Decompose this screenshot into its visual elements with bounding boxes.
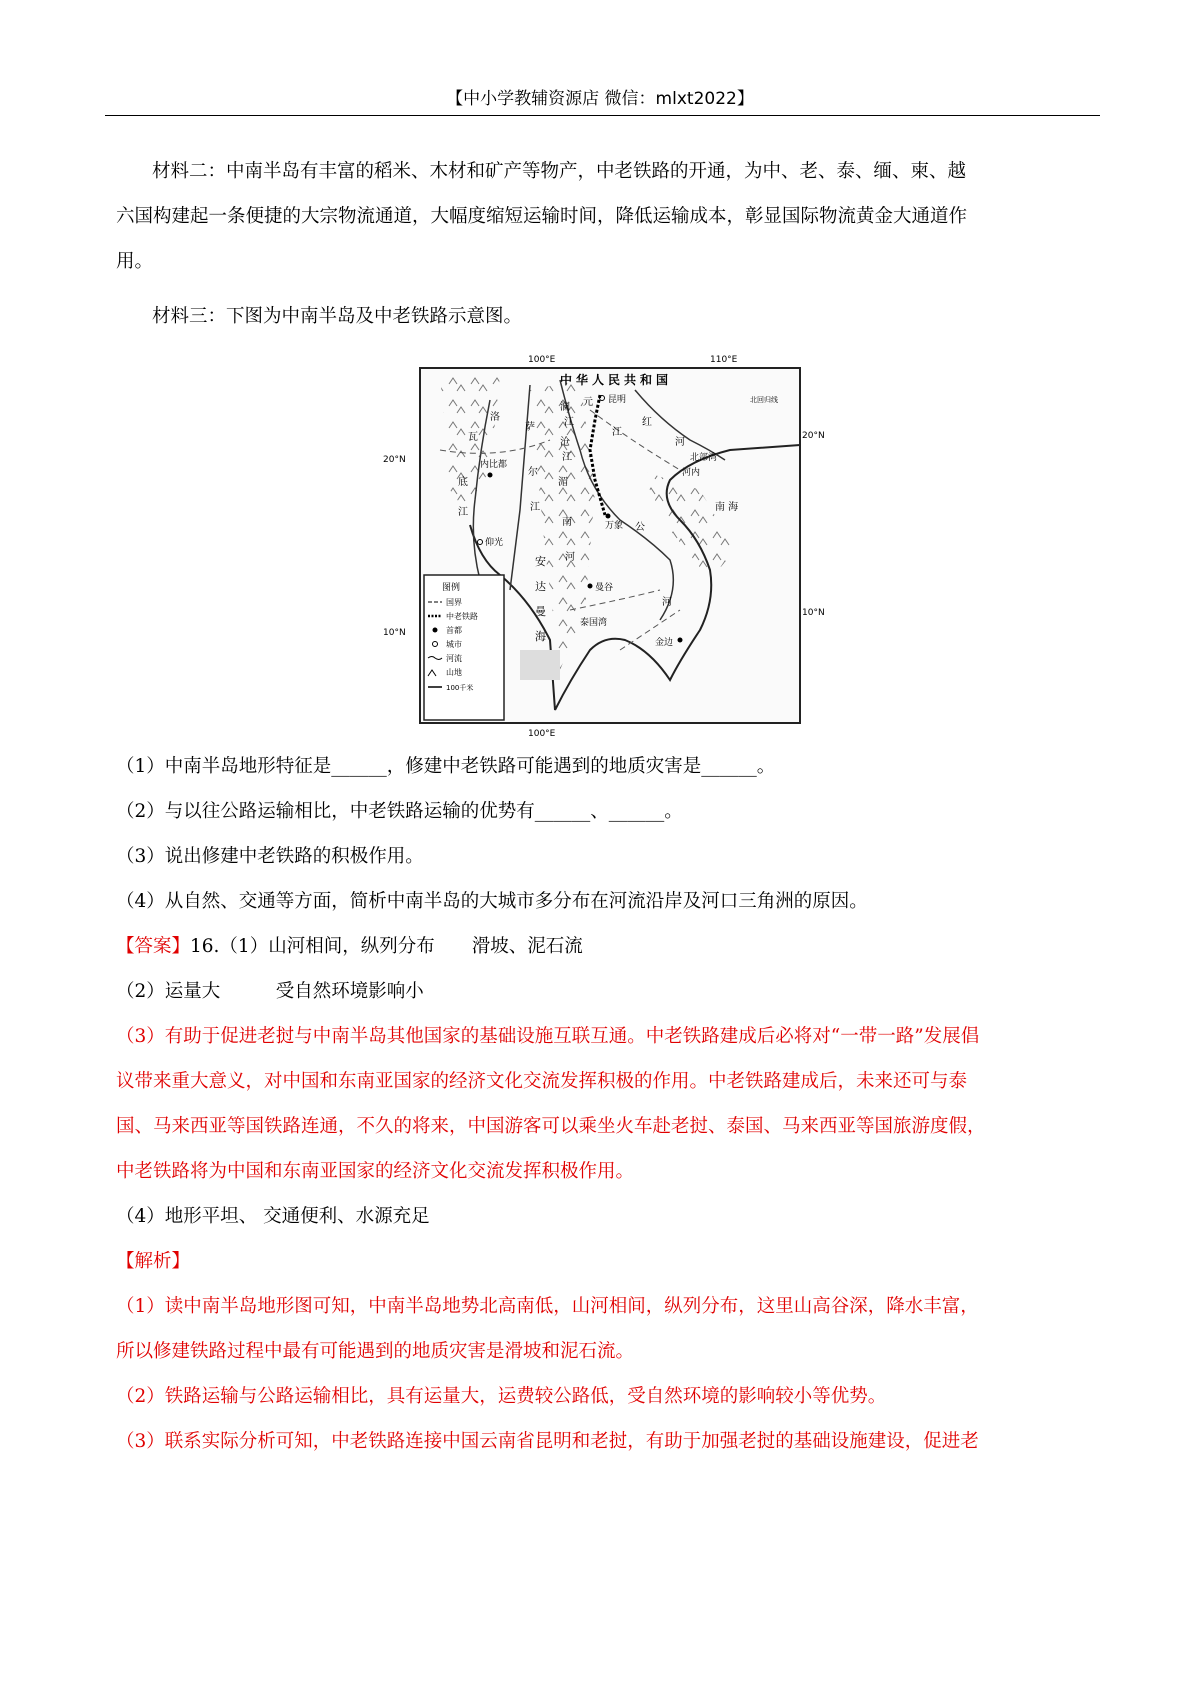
- label-he: 河: [675, 437, 685, 448]
- label-naypyidaw: 内比都: [480, 460, 508, 470]
- label-lan: 澜: [560, 402, 570, 413]
- label-man: 曼: [535, 605, 546, 618]
- page-header: 【中小学教辅资源店 微信：mlxt2022】: [446, 89, 754, 109]
- material3-caption: 材料三：下图为中南半岛及中老铁路示意图。: [152, 306, 523, 327]
- label-hanoi: 河内: [682, 468, 701, 478]
- legend-item-river: 河流: [446, 654, 462, 663]
- label-jiang-red: 江: [612, 427, 622, 438]
- label-yangon: 仰光: [485, 538, 504, 548]
- label-he3: 河: [662, 597, 672, 608]
- sea-shading: [520, 650, 560, 680]
- header-divider: [105, 115, 1100, 116]
- indochina-railway-map: [380, 350, 850, 740]
- label-thaigulf: 泰国湾: [580, 618, 608, 628]
- answer-1: 16.（1）山河相间，纵列分布 滑坡、泥石流: [190, 936, 583, 957]
- label-da: 达: [535, 580, 546, 593]
- label-tropic: 北回归线: [750, 396, 778, 404]
- label-an: 安: [535, 555, 546, 568]
- dot-naypyidaw: [488, 473, 493, 478]
- answer-3-line-2: 议带来重大意义，对中国和东南亚国家的经济文化交流发挥积极的作用。中老铁路建成后，未来还可与泰: [116, 1071, 968, 1092]
- label-gong: 公: [635, 522, 645, 533]
- label-china: 中华人民共和国: [560, 373, 673, 387]
- legend-title: 图例: [442, 583, 461, 593]
- legend-item-railway: 中老铁路: [446, 612, 478, 621]
- label-luo: 洛: [490, 412, 500, 423]
- analysis-tag: 【解析】: [116, 1251, 191, 1272]
- label-sa: 萨: [525, 422, 535, 433]
- analysis-line-4: （3）联系实际分析可知，中老铁路连接中国云南省昆明和老挝，有助于加强老挝的基础设施建设，促进老: [116, 1431, 979, 1452]
- lon-100-top: 100°E: [528, 355, 556, 365]
- analysis-line-2: 所以修建铁路过程中最有可能遇到的地质灾害是滑坡和泥石流。: [116, 1341, 635, 1362]
- label-phnompenh: 金边: [655, 638, 674, 648]
- legend-item-border: 国界: [446, 598, 462, 607]
- legend-capital-symbol: [433, 628, 438, 633]
- label-nan: 南: [562, 517, 572, 528]
- label-er: 尔: [528, 467, 538, 478]
- label-he2: 河: [565, 552, 575, 563]
- label-yuan: 元: [583, 397, 593, 408]
- lat-20-right: 20°N: [802, 431, 825, 441]
- dot-vientiane: [606, 514, 611, 519]
- label-vientiane: 万象: [605, 521, 624, 531]
- label-bangkok: 曼谷: [595, 583, 614, 593]
- lon-110-top: 110°E: [710, 355, 738, 365]
- label-nanhai: 南 海: [715, 502, 739, 513]
- analysis-line-1: （1）读中南半岛地形图可知，中南半岛地势北高南低，山河相间，纵列分布，这里山高谷深，降水丰富，: [116, 1296, 979, 1317]
- lon-100-bottom: 100°E: [528, 729, 556, 739]
- label-hong: 红: [642, 417, 652, 428]
- label-jiang-c: 江: [530, 502, 540, 513]
- legend-item-capital: 首都: [446, 626, 462, 635]
- lat-20-left: 20°N: [383, 455, 406, 465]
- question-4: （4）从自然、交通等方面，简析中南半岛的大城市多分布在河流沿岸及河口三角洲的原因。: [116, 891, 868, 912]
- label-mei: 湄: [558, 477, 568, 488]
- label-jiang-b: 江: [562, 452, 572, 463]
- dot-phnompenh: [678, 638, 683, 643]
- answer-2: （2）运量大 受自然环境影响小: [116, 981, 424, 1002]
- answer-4: （4）地形平坦、 交通便利、水源充足: [116, 1206, 430, 1227]
- question-3: （3）说出修建中老铁路的积极作用。: [116, 846, 424, 867]
- dot-bangkok: [588, 584, 593, 589]
- label-jiang-d: 江: [458, 507, 468, 518]
- answer-3-line-3: 国、马来西亚等国铁路连通，不久的将来，中国游客可以乘坐火车赴老挝、泰国、马来西亚等国旅游度假，: [116, 1116, 986, 1137]
- label-kunming: 昆明: [608, 395, 627, 405]
- lat-10-left: 10°N: [383, 628, 406, 638]
- label-wa: 瓦: [468, 432, 478, 443]
- material2-line3: 用。: [116, 251, 154, 272]
- answer-3-line-4: 中老铁路将为中国和东南亚国家的经济文化交流发挥积极作用。: [116, 1161, 635, 1182]
- label-hai: 海: [535, 630, 546, 643]
- answer-3-line-1: （3）有助于促进老挝与中南半岛其他国家的基础设施互联互通。中老铁路建成后必将对“一带一路”发展倡: [116, 1026, 980, 1047]
- lat-10-right: 10°N: [802, 608, 825, 618]
- answer-tag: 【答案】: [116, 936, 191, 957]
- legend-item-city: 城市: [446, 640, 462, 649]
- label-beibuwan: 北部湾: [690, 453, 718, 463]
- question-2: （2）与以往公路运输相比，中老铁路运输的优势有______、______。: [116, 801, 683, 822]
- question-1: （1）中南半岛地形特征是______，修建中老铁路可能遇到的地质灾害是______。: [116, 756, 776, 777]
- legend-item-scale: 100千米: [446, 684, 474, 692]
- material2-line2: 六国构建起一条便捷的大宗物流通道，大幅度缩短运输时间，降低运输成本，彰显国际物流黄金大通道作: [116, 206, 968, 227]
- label-cang: 沧: [560, 437, 570, 448]
- answer-line-1: [116, 935, 583, 958]
- label-jiang-a: 江: [564, 417, 574, 428]
- analysis-line-3: （2）铁路运输与公路运输相比，具有运量大，运费较公路低，受自然环境的影响较小等优势。: [116, 1386, 887, 1407]
- legend-item-mountain: 山地: [446, 668, 462, 677]
- material2-line1: 材料二：中南半岛有丰富的稻米、木材和矿产等物产，中老铁路的开通，为中、老、泰、缅、柬、越: [152, 161, 967, 182]
- label-di: 底: [458, 477, 468, 488]
- map-legend: [424, 575, 504, 720]
